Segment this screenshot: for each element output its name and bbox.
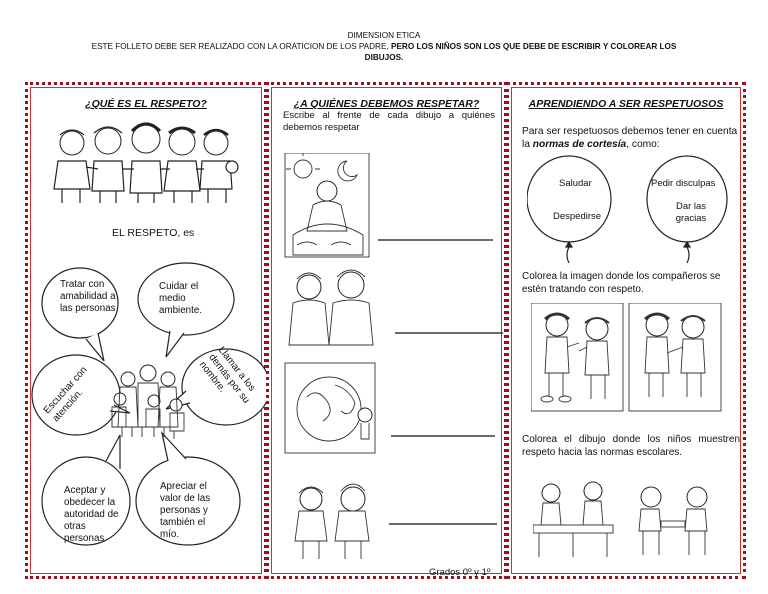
- respeto-es-label: EL RESPETO, es: [112, 227, 195, 239]
- header-instructions-end: DIBUJOS.: [364, 53, 404, 62]
- panel2-instruction: Escribe al frente de cada dibujo a quiénes debemos respetar: [283, 110, 495, 133]
- family-illustration: [112, 365, 184, 439]
- panel-a-quienes-respetar: [266, 82, 507, 579]
- document-header: [0, 30, 768, 63]
- bubble-text-apreciar: Apreciar el valor de las personas y también el mío.: [160, 481, 211, 540]
- panel-que-es-respeto: [25, 82, 267, 579]
- school-norms-illustration: [533, 477, 733, 561]
- panel3-title: APRENDIENDO A SER RESPETUOSOS: [528, 98, 724, 110]
- children-group-illustration: [50, 121, 240, 207]
- header-title: DIMENSION ETICA: [347, 31, 421, 40]
- panel3-instruction2: Colorea la imagen donde los compañeros se estén tratando con respeto.: [522, 271, 721, 295]
- bubble-text-autoridad: Aceptar y obedecer la autoridad de otras personas.: [64, 485, 119, 544]
- balloon2-pedir-disculpas: Pedir disculpas: [651, 178, 716, 189]
- bubble-text-amabilidad: Tratar con amabilidad a las personas: [60, 279, 116, 314]
- panel-aprendiendo-respetuosos: [506, 82, 746, 579]
- balloon2-dar-gracias: Dar las gracias: [675, 201, 707, 224]
- header-instructions: ESTE FOLLETO DEBE SER REALIZADO CON LA ORATICION DE LOS PADRE, PERO LOS NIÑOS SON LOS QUE DEBE DE ESCRIBIR Y COLOREAR LOS: [91, 42, 677, 51]
- panel1-title: ¿QUÉ ES EL RESPETO?: [85, 98, 207, 110]
- balloon1-saludar: Saludar: [559, 178, 592, 189]
- respect-subjects-illustrations: [283, 153, 503, 573]
- bubble-text-medio-ambiente: Cuidar el medio ambiente.: [159, 281, 203, 316]
- grados-footer: Grados 0º y 1º: [429, 567, 491, 578]
- panel3-intro: Para ser respetuosos debemos tener en cuenta la normas de cortesía, como:: [522, 126, 738, 150]
- bubble-text-escuchar: Escuchar con atención.: [41, 364, 90, 425]
- panel2-title: ¿A QUIÉNES DEBEMOS RESPETAR?: [293, 98, 480, 110]
- bubble-text-nombre: Llamar a los demás por su nombre.: [196, 344, 258, 406]
- balloon1-despedirse: Despedirse: [553, 211, 602, 222]
- panel3-instruction3: Colorea el dibujo donde los niños muestren respeto hacia las normas escolares.: [522, 434, 740, 458]
- companions-illustration: [531, 303, 731, 413]
